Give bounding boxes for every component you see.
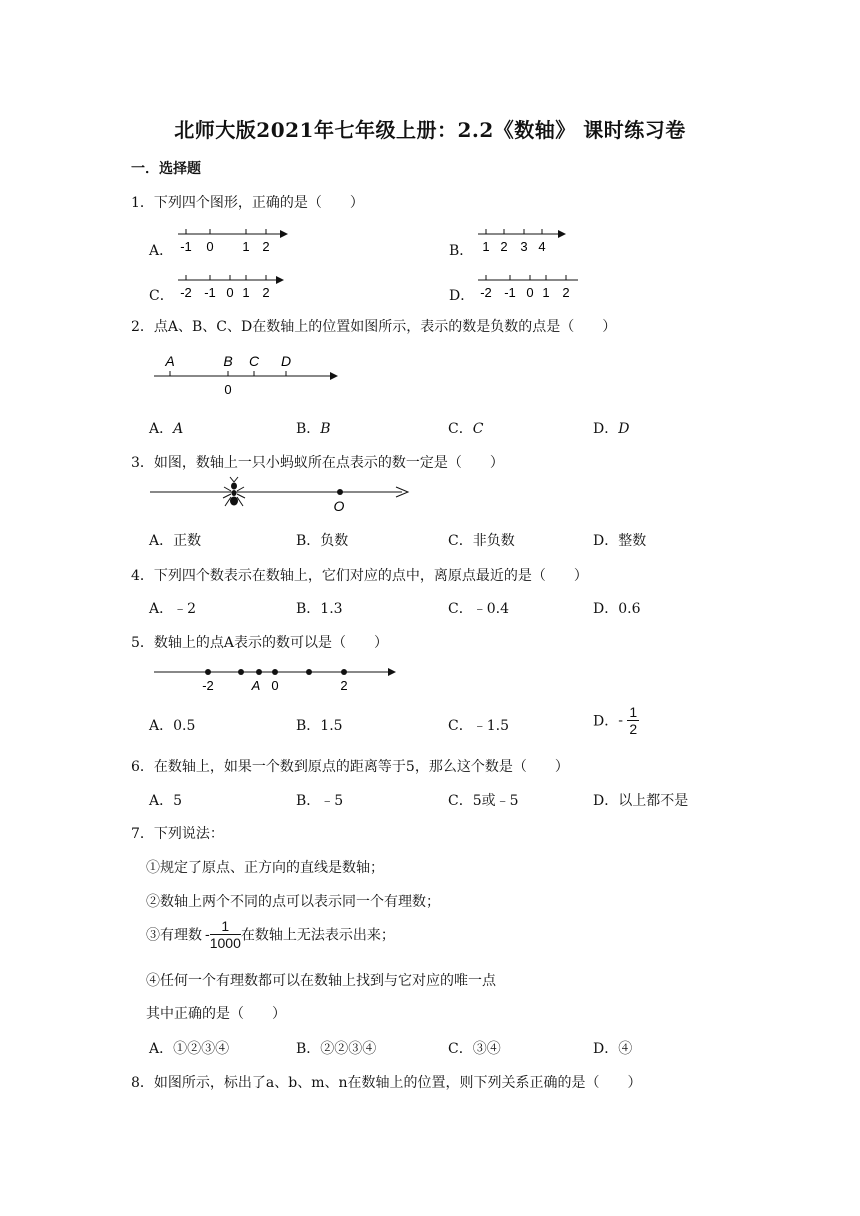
option-value: 0.6 [618,601,641,617]
q1a-tick-label: 2 [262,239,270,254]
q1c-tick-label: -2 [180,285,192,300]
option-value: 正数 [173,533,202,549]
q1c-tick-label: 0 [226,285,234,300]
q3-number-line [146,476,418,516]
fraction [210,918,241,951]
fraction-numerator: 1 [210,918,241,935]
q1b-tick-label: 4 [538,239,546,254]
option-letter: C． [448,793,473,809]
option-value: 5或﹣5 [472,793,519,809]
question-1: 1．下列四个图形，正确的是（ ） [131,195,364,211]
q5-option-b [296,715,343,735]
section-heading: 一．选择题 [131,161,201,177]
option-letter: D． [593,793,619,809]
q1-option-c-number-line [174,270,294,302]
q3-option-d [593,530,646,550]
statement-text: 在数轴上无法表示出来； [240,927,395,944]
question-6: 6．在数轴上，如果一个数到原点的距离等于5，那么这个数是（ ） [131,759,569,775]
question-4: 4．下列四个数表示在数轴上，它们对应的点中，离原点最近的是（ ） [131,568,588,584]
q2-point-label: D [280,353,292,369]
q1-option-d-letter: D． [449,288,475,304]
option-value: 1.5 [320,718,343,734]
q5-option-c [448,715,509,735]
q3-option-c [448,530,515,550]
q7-statement-3 [146,918,395,951]
q1-option-d-number-line [474,270,584,302]
option-value: 1.3 [320,601,343,617]
q6-option-a [149,790,182,810]
q7-option-b [296,1038,376,1058]
fraction [627,704,639,737]
fraction-sign: - [205,926,210,943]
q1d-tick-label: -1 [504,285,516,300]
q1d-tick-label: 1 [542,285,550,300]
q1b-tick-label: 1 [482,239,490,254]
option-letter: A． [149,793,174,809]
q5-option-a [149,715,195,735]
q1c-tick-label: 2 [262,285,270,300]
q1-option-b-letter: B． [449,243,474,259]
question-2: 2．点A、B、C、D在数轴上的位置如图所示，表示的数是负数的点是（ ） [131,319,617,335]
q1-option-a-number-line [174,224,294,256]
question-5: 5．数轴上的点A表示的数可以是（ ） [131,635,389,651]
statement-text: ③有理数 [146,927,202,944]
q2-option-d [593,418,629,438]
q1c-tick-label: -1 [204,285,216,300]
fraction-denominator: 2 [629,721,638,737]
fraction-denominator: 1000 [209,935,241,951]
option-letter: C． [448,1041,473,1057]
q3-option-a [149,530,201,550]
q7-option-a [149,1038,229,1058]
q1d-tick-label: 2 [562,285,570,300]
option-letter: C． [448,421,473,437]
question-3: 3．如图，数轴上一只小蚂蚁所在点表示的数一定是（ ） [131,455,504,471]
q1-option-c-letter: C． [149,288,174,304]
option-letter: A． [149,421,174,437]
q1a-tick-label: 1 [242,239,250,254]
q5-number-line [150,660,410,696]
q2-number-line [150,350,350,400]
q1d-tick-label: -2 [480,285,492,300]
option-letter: D． [593,533,619,549]
q4-option-c [448,598,509,618]
q4-option-b [296,598,343,618]
q1b-tick-label: 2 [500,239,508,254]
q2-point-label: A [165,353,175,369]
q5-point-a-label: A [251,678,261,693]
q7-ask: 其中正确的是（ ） [146,1006,286,1022]
q7-statement-1: ①规定了原点、正方向的直线是数轴； [146,860,384,876]
option-letter: B． [296,793,321,809]
q1b-tick-label: 3 [520,239,528,254]
option-value: ③④ [472,1041,501,1057]
q5-two-label: 2 [340,678,348,693]
option-letter: C． [448,601,473,617]
option-letter: A． [149,718,174,734]
option-value: D [618,421,630,437]
q1-option-b-number-line [474,224,574,256]
fraction-sign: - [618,712,623,729]
option-letter: D． [593,1041,619,1057]
q5-option-d [593,704,639,737]
q7-statement-4: ④任何一个有理数都可以在数轴上找到与它对应的唯一点 [146,973,496,989]
q7-statement-2: ②数轴上两个不同的点可以表示同一个有理数； [146,894,440,910]
option-letter: B． [296,533,321,549]
question-7: 7．下列说法： [131,826,224,842]
q2-point-label: B [223,353,233,369]
option-value: B [320,421,331,437]
q2-option-a [149,418,183,438]
q2-zero-label: 0 [224,382,232,397]
option-value: A [173,421,184,437]
option-letter: B． [296,718,321,734]
q6-option-c [448,790,519,810]
q1-option-a-letter: A． [149,243,174,259]
fraction-numerator: 1 [629,704,638,720]
q4-option-a [149,598,196,618]
option-letter: B． [296,421,321,437]
option-value: ②②③④ [320,1041,377,1057]
option-letter: A． [149,601,174,617]
q6-option-b [296,790,343,810]
q1a-tick-label: -1 [180,239,192,254]
q1c-tick-label: 1 [242,285,250,300]
option-value: 整数 [618,533,647,549]
q1a-tick-label: 0 [206,239,214,254]
option-letter: A． [149,533,174,549]
q1d-tick-label: 0 [526,285,534,300]
q5-zero-label: 0 [271,678,279,693]
option-value: 负数 [320,533,349,549]
option-letter: C． [448,718,473,734]
option-value: ﹣2 [173,601,197,617]
q3-option-b [296,530,348,550]
q6-option-d [593,790,688,810]
option-value: ①②③④ [173,1041,230,1057]
q7-option-c [448,1038,501,1058]
option-value: 非负数 [472,533,515,549]
option-letter: B． [296,1041,321,1057]
option-value: 0.5 [173,718,196,734]
q2-point-label: C [248,353,260,369]
option-value: ﹣5 [320,793,344,809]
option-letter: B． [296,601,321,617]
q7-option-d [593,1038,632,1058]
option-value: 以上都不是 [618,793,689,809]
q3-origin-label: O [333,498,345,514]
option-letter: D． [593,601,619,617]
option-value: C [472,421,484,437]
option-value: 5 [173,793,183,809]
option-letter: C． [448,533,473,549]
option-letter: D． [593,421,619,437]
option-letter: A． [149,1041,174,1057]
page-title: 北师大版2021年七年级上册：2.2《数轴》 课时练习卷 [174,118,686,142]
question-8: 8．如图所示，标出了a、b、m、n在数轴上的位置，则下列关系正确的是（ ） [131,1075,642,1091]
q2-option-c [448,418,483,438]
q5-neg2-label: -2 [202,678,214,693]
option-letter: D． [593,713,619,730]
q4-option-d [593,598,641,618]
option-value: ﹣1.5 [472,718,509,734]
q2-option-b [296,418,331,438]
option-value: ﹣0.4 [472,601,509,617]
option-value: ④ [618,1041,633,1057]
